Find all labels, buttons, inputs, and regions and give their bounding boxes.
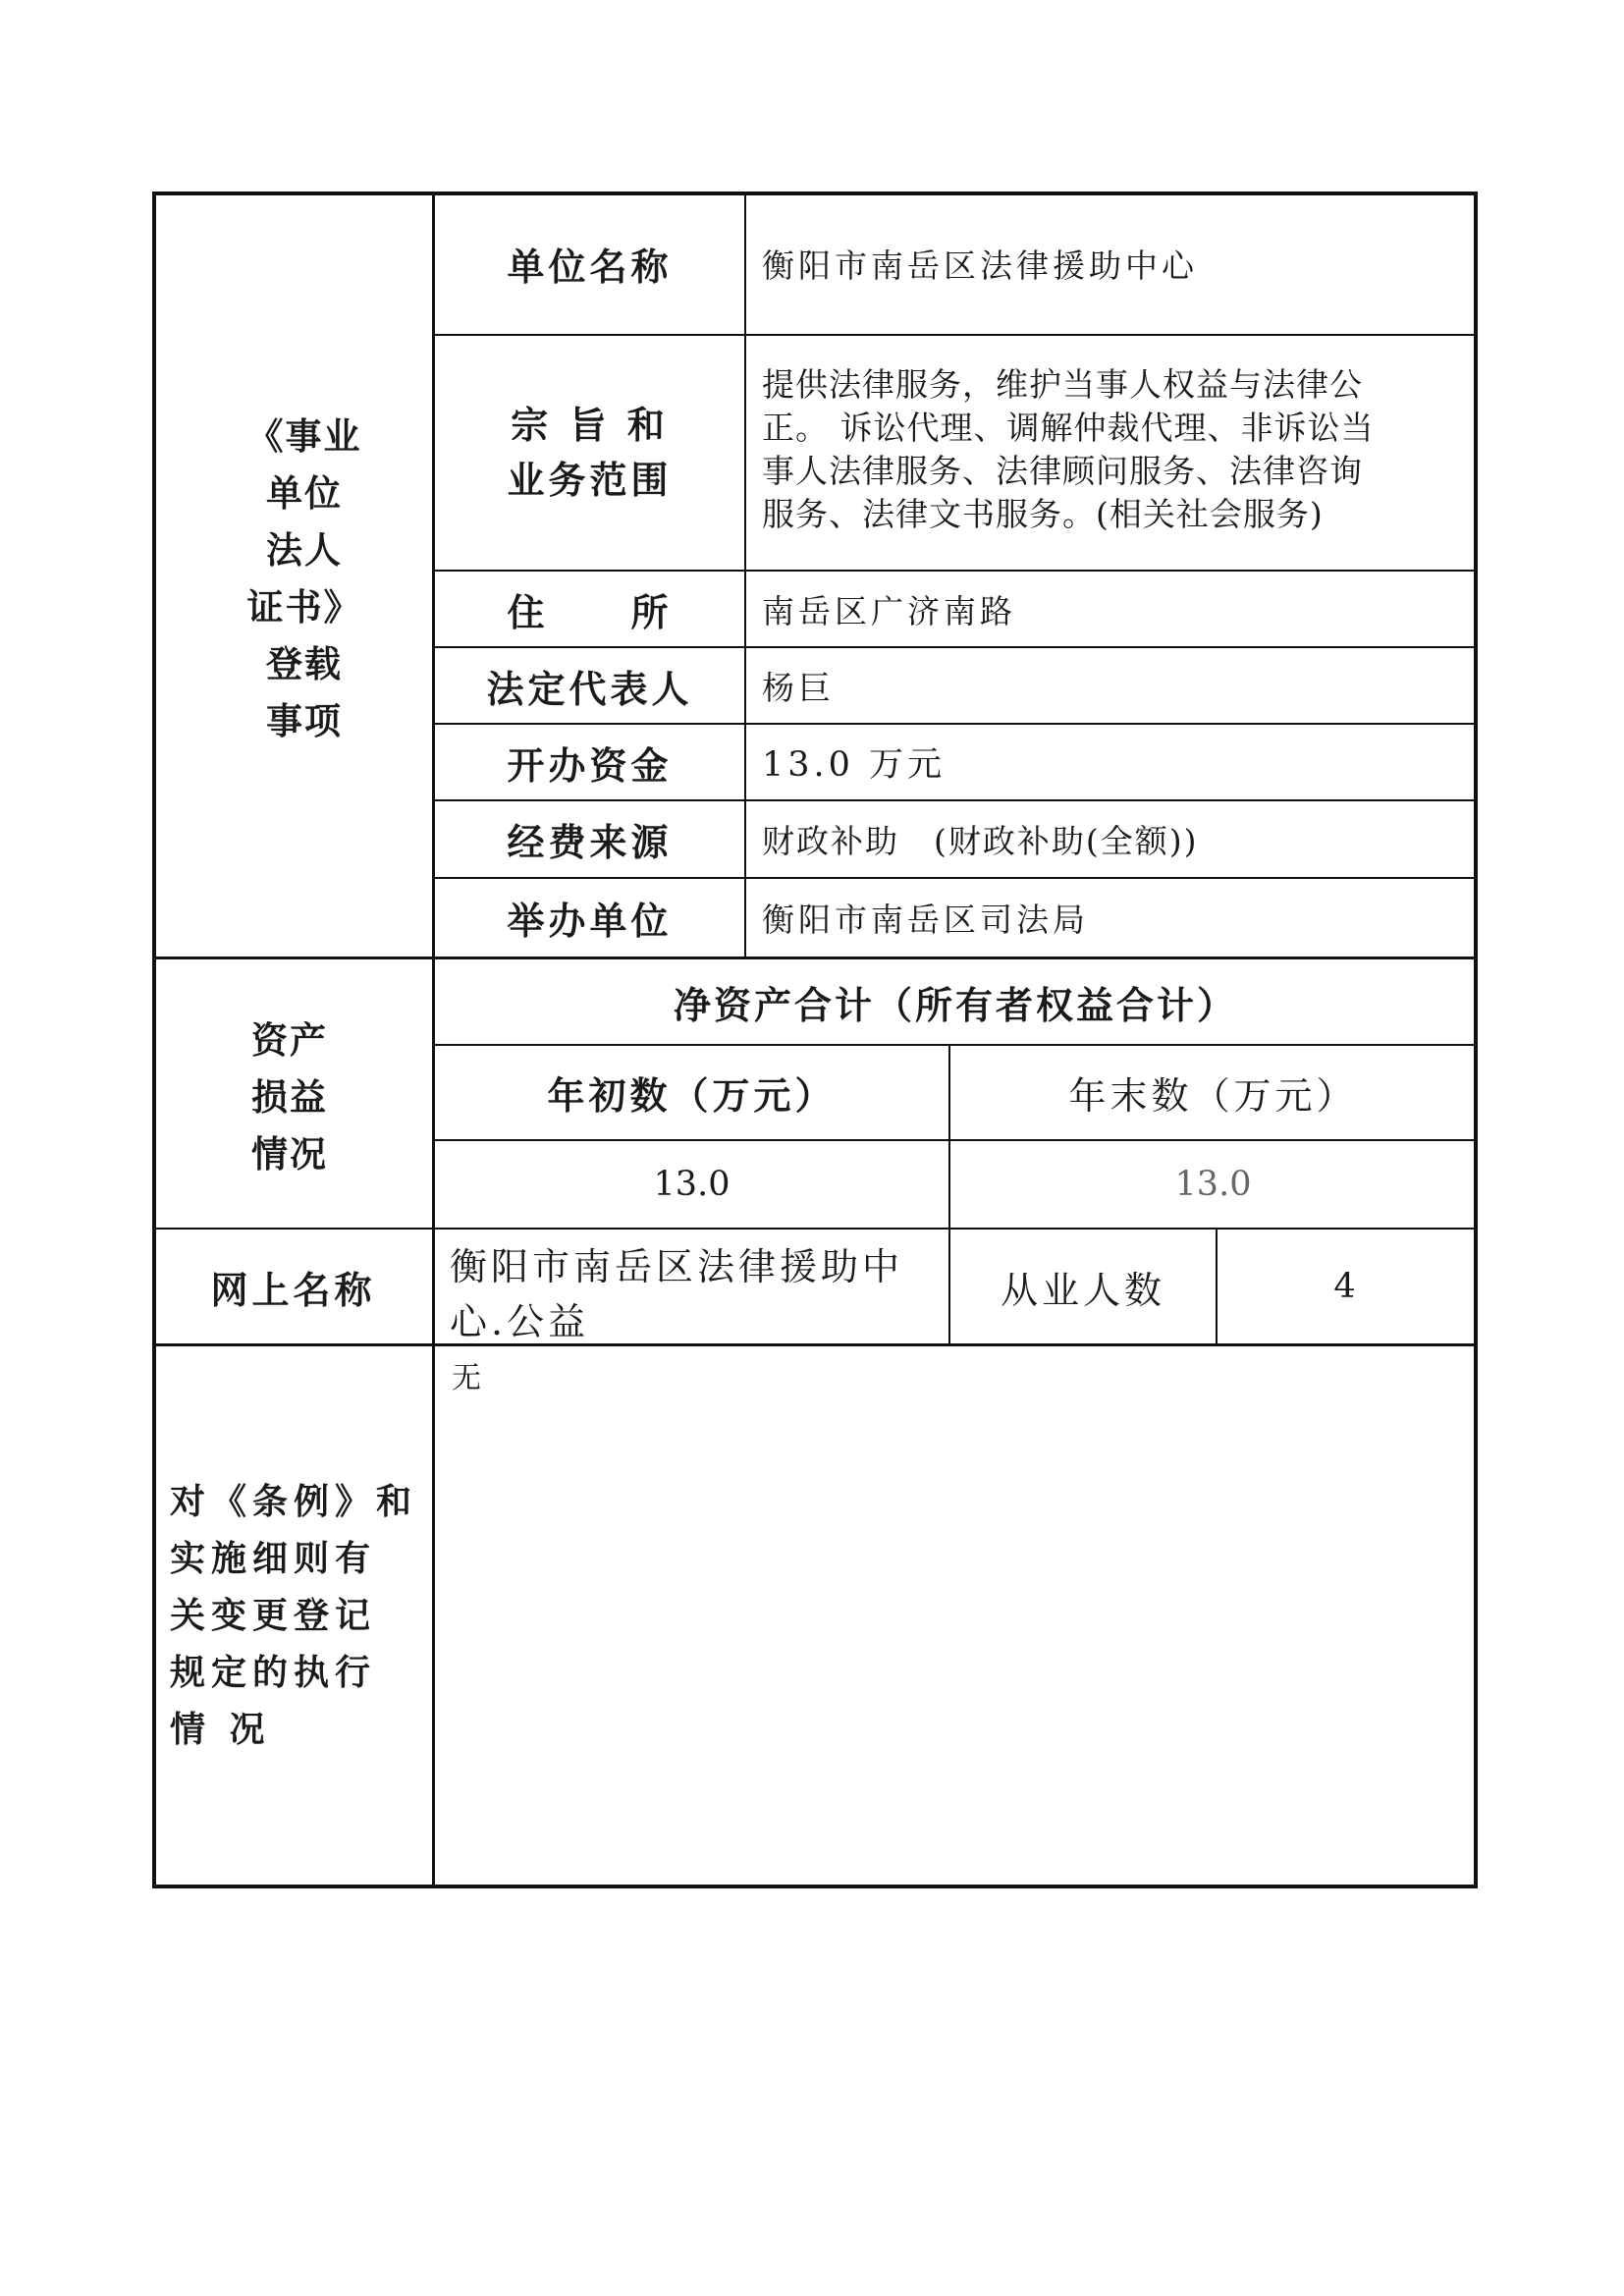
purpose-value-line: 提供法律服务，维护当事人权益与法律公 bbox=[762, 365, 1363, 404]
section-title-line: 关变更登记 bbox=[170, 1595, 377, 1636]
section-title-line: 法人 bbox=[266, 528, 343, 572]
assets-section-title bbox=[177, 1011, 403, 1182]
purpose-label-line: 宗 旨 和 bbox=[511, 403, 669, 447]
purpose-value bbox=[762, 363, 1474, 536]
section-title-line: 规定的执行 bbox=[170, 1652, 377, 1693]
sponsor-value: 衡阳市南岳区司法局 bbox=[762, 901, 1089, 939]
online-name-line: 衡阳市南岳区法律援助中 bbox=[450, 1245, 904, 1288]
purpose-value-line: 服务、法律文书服务。(相关社会服务) bbox=[762, 495, 1324, 533]
certificate-section-title bbox=[196, 408, 412, 749]
purpose-label bbox=[435, 336, 744, 570]
address-label: 住 所 bbox=[507, 589, 673, 634]
section-title-line: 登载 bbox=[266, 642, 343, 685]
purpose-value-line: 正。 诉讼代理、调解仲裁代理、非诉讼当 bbox=[762, 409, 1375, 447]
end-of-year-value: 13.0 bbox=[1174, 1165, 1252, 1204]
net-assets-header: 净资产合计（所有者权益合计） bbox=[673, 982, 1237, 1027]
section-title-line: 情况 bbox=[251, 1132, 328, 1175]
address-value: 南岳区广济南路 bbox=[762, 591, 1016, 630]
online-name-line: 心.公益 bbox=[450, 1300, 590, 1343]
section-title-line: 证书》 bbox=[246, 585, 362, 629]
end-of-year-label: 年末数（万元） bbox=[1068, 1074, 1358, 1118]
start-of-year-label: 年初数（万元） bbox=[547, 1073, 837, 1118]
staff-count-label: 从业人数 bbox=[1000, 1268, 1165, 1312]
unit-name-value: 衡阳市南岳区法律援助中心 bbox=[762, 246, 1198, 285]
funding-value: 财政补助 (财政补助(全额)) bbox=[762, 822, 1199, 860]
unit-name-label: 单位名称 bbox=[507, 245, 673, 289]
funding-label: 经费来源 bbox=[507, 820, 673, 864]
staff-count-value: 4 bbox=[1333, 1267, 1360, 1306]
section-title-line: 《事业 bbox=[246, 414, 362, 458]
online-name-value bbox=[450, 1239, 946, 1349]
start-of-year-value: 13.0 bbox=[653, 1165, 731, 1204]
section-title-line: 实施细则有 bbox=[170, 1538, 377, 1579]
section-title-line: 损益 bbox=[251, 1075, 328, 1119]
legal-rep-label: 法定代表人 bbox=[486, 666, 693, 711]
capital-label: 开办资金 bbox=[507, 742, 673, 788]
purpose-value-line: 事人法律服务、法律顾问服务、法律咨询 bbox=[762, 452, 1363, 490]
section-title-line: 事项 bbox=[266, 699, 343, 742]
section-title-line: 对《条例》和 bbox=[170, 1481, 418, 1522]
compliance-section-title bbox=[170, 1473, 430, 1758]
section-title-line: 单位 bbox=[266, 471, 343, 515]
online-name-label: 网上名称 bbox=[210, 1267, 376, 1312]
divider-certificate-values bbox=[744, 193, 746, 957]
section-title-line: 资产 bbox=[251, 1018, 328, 1062]
purpose-label-line: 业务范围 bbox=[507, 458, 673, 502]
legal-rep-value: 杨巨 bbox=[762, 668, 835, 707]
sponsor-label: 举办单位 bbox=[507, 899, 673, 943]
compliance-value: 无 bbox=[452, 1361, 481, 1395]
section-title-line: 情 况 bbox=[170, 1709, 271, 1750]
capital-value: 13.0 万元 bbox=[762, 745, 947, 785]
